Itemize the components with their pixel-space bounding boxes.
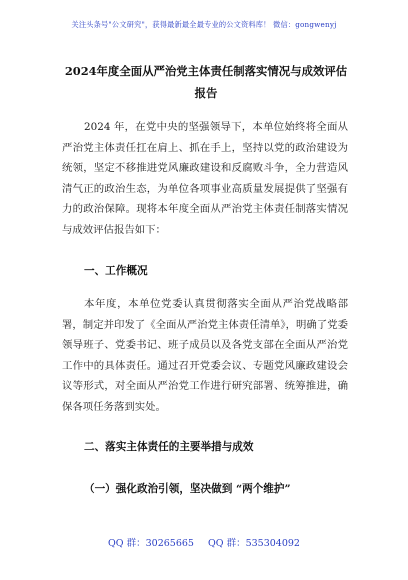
footer-qq-group-2: QQ 群：535304092	[207, 538, 300, 549]
subsection-1-heading: （一）强化政治引领，坚决做到 “两个维护”	[84, 483, 291, 495]
footer-qq-line	[0, 535, 408, 549]
footer-qq-group-1: QQ 群：30265665	[108, 538, 194, 549]
section-1-heading: 一、工作概况	[84, 265, 148, 277]
header-banner: 关注头条号"公文研究"，获得最新最全最专业的公文资料库！ 微信：gongwenyj	[71, 20, 337, 29]
section-1-body: 本年度，本单位党委认真贯彻落实全面从严治党战略部署，制定并印发了《全面从严治党主体责任清单》，明确了党委领导班子、党委书记、班子成员以及各党支部在全面从严治党工作中的具体责任。通过召开党委会议、专题党风廉政建设会议等形式，对全面从严治党工作进行研究部署、统筹推进，确保各项任务落到实处。	[62, 298, 348, 413]
section-2-heading: 二、落实主体责任的主要举措与成效	[84, 441, 254, 453]
document-title: 2024年度全面从严治党主体责任制落实情况与成效评估报告	[64, 64, 348, 100]
intro-paragraph: 2024 年，在党中央的坚强领导下，本单位始终将全面从严治党主体责任扛在肩上、抓在手上，坚持以党的政治建设为统领，坚定不移推进党风廉政建设和反腐败斗争，全力营造风清气正的政治生态，为单位各项事业高质量发展提供了坚强有力的政治保障。现将本年度全面从严治党主体责任制落实情况与成效评估报告如下：	[62, 121, 348, 236]
